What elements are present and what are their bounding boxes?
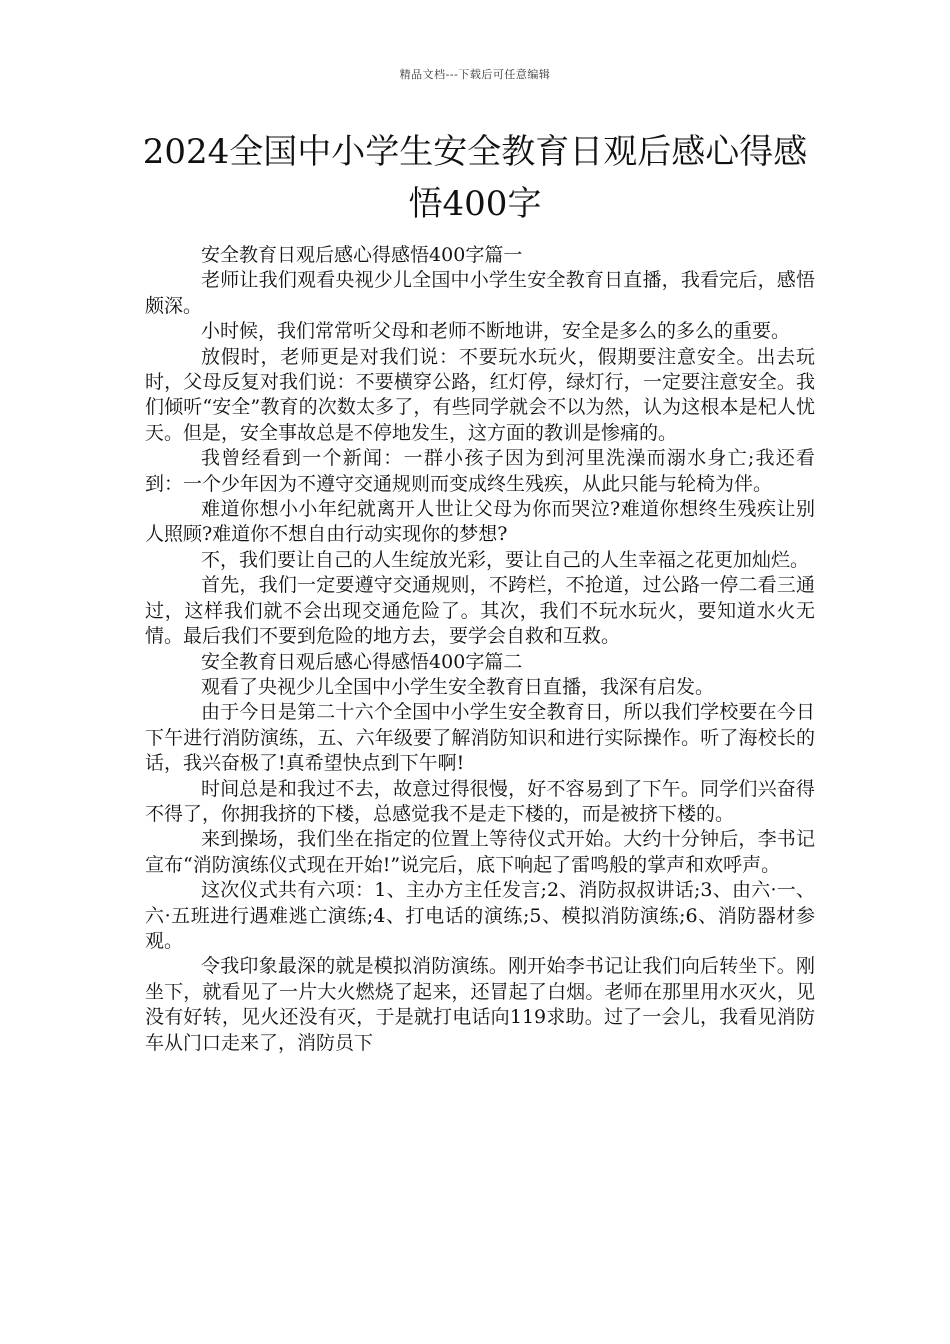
paragraph: 令我印象最深的就是模拟消防演练。刚开始李书记让我们向后转坐下。刚坐下，就看见了一片大火燃烧了起来，还冒起了白烟。老师在那里用水灭火，见没有好转，见火还没有灭，于是就打电话向119求助。过了一会儿，我看见消防车从门口走来了，消防员下 xyxy=(145,955,815,1054)
paragraph: 放假时，老师更是对我们说：不要玩水玩火，假期要注意安全。出去玩时，父母反复对我们说：不要横穿公路，红灯停，绿灯行，一定要注意安全。我们倾听“安全”教育的次数太多了，有些同学就会不以为然，认为这根本是杞人忧天。但是，安全事故总是不停地发生，这方面的教训是惨痛的。 xyxy=(145,345,815,444)
paragraph: 时间总是和我过不去，故意过得很慢，好不容易到了下午。同学们兴奋得不得了，你拥我挤的下楼，总感觉我不是走下楼的，而是被挤下楼的。 xyxy=(145,777,815,825)
document-title: 2024全国中小学生安全教育日观后感心得感悟400字 xyxy=(142,132,808,224)
paragraph: 观看了央视少儿全国中小学生安全教育日直播，我深有启发。 xyxy=(201,675,715,698)
paragraph: 我曾经看到一个新闻：一群小孩子因为到河里洗澡而溺水身亡;我还看到：一个少年因为不遵守交通规则而变成终生残疾，从此只能与轮椅为伴。 xyxy=(145,447,815,495)
section-heading: 安全教育日观后感心得感悟400字篇一 xyxy=(201,244,523,266)
paragraph: 小时候，我们常常听父母和老师不断地讲，安全是多么的多么的重要。 xyxy=(201,320,791,343)
paragraph: 来到操场，我们坐在指定的位置上等待仪式开始。大约十分钟后，李书记宣布“消防演练仪式现在开始!”说完后，底下响起了雷鸣般的掌声和欢呼声。 xyxy=(145,828,815,876)
paragraph: 由于今日是第二十六个全国中小学生安全教育日，所以我们学校要在今日下午进行消防演练，五、六年级要了解消防知识和进行实际操作。听了海校长的话，我兴奋极了!真希望快点到下午啊! xyxy=(145,701,815,775)
header-note: 精品文档---下载后可任意编辑 xyxy=(399,68,551,81)
paragraph: 难道你想小小年纪就离开人世让父母为你而哭泣?难道你想终生残疾让别人照顾?难道你不想自由行动实现你的梦想? xyxy=(145,498,815,546)
paragraph: 不，我们要让自己的人生绽放光彩，要让自己的人生幸福之花更加灿烂。 xyxy=(201,548,810,571)
document-body xyxy=(145,243,815,1056)
paragraph: 老师让我们观看央视少儿全国中小学生安全教育日直播，我看完后，感悟颇深。 xyxy=(145,269,815,317)
paragraph: 首先，我们一定要遵守交通规则，不跨栏，不抢道，过公路一停二看三通过，这样我们就不会出现交通危险了。其次，我们不玩水玩火，要知道水火无情。最后我们不要到危险的地方去，要学会自救和互救。 xyxy=(145,574,815,648)
paragraph: 这次仪式共有六项：1、主办方主任发言;2、消防叔叔讲话;3、由六·一、六·五班进行遇难逃亡演练;4、打电话的演练;5、模拟消防演练;6、消防器材参观。 xyxy=(145,879,815,952)
section-heading: 安全教育日观后感心得感悟400字篇二 xyxy=(201,650,523,673)
